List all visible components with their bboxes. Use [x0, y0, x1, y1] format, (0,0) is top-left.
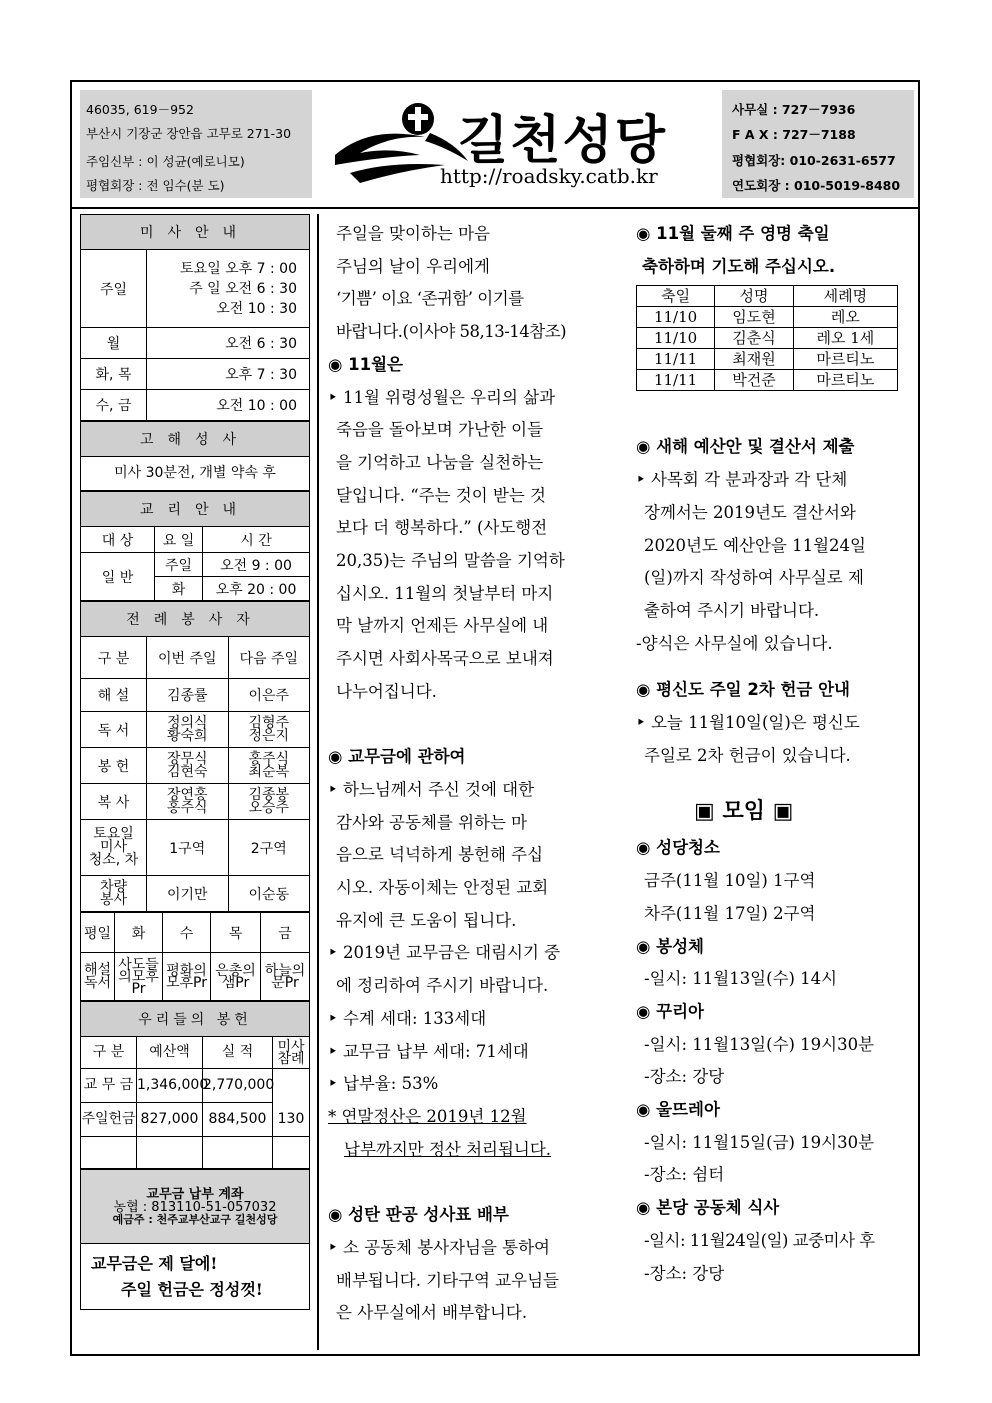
meeting-line: -일시: 11월24일(일) 교중미사 후: [644, 1230, 875, 1250]
dues-line: 유지에 큰 도움이 됩니다.: [336, 910, 517, 930]
intro-line: ‘기쁨’ 이요 ‘존귀함’ 이기를: [336, 289, 524, 309]
baptism-cell: 레오 1세: [793, 328, 897, 349]
meeting-line: -장소: 강당: [644, 1263, 725, 1283]
mass-day-sunday: 주일: [81, 250, 147, 328]
pastor: 주임신부 : 이 성균(예로니모): [86, 154, 245, 169]
liturgy-next: 2구역: [228, 820, 310, 876]
offering-header: 미사 참례: [273, 1037, 310, 1069]
left-panel: [80, 214, 310, 1344]
postal-code: 46035, 619－952: [86, 102, 194, 117]
baptism-cell: 마르티노: [793, 370, 897, 391]
liturgy-next: 홍주식 최순복: [228, 748, 310, 784]
liturgy-this: 장연홍 홍주식: [147, 784, 229, 820]
intro-line: 주일을 맞이하는 마음: [336, 224, 490, 243]
baptism-cell: 레오: [793, 307, 897, 328]
baptism-cell: 최재원: [715, 349, 794, 370]
laity-line: 주일로 2차 헌금이 있습니다.: [644, 745, 851, 765]
november-line: 주시면 사회사목국으로 보내져: [336, 649, 554, 669]
weekday-cell: 하늘의 문Pr: [261, 953, 310, 1001]
meeting-heading: ◉ 봉성체: [636, 936, 704, 956]
account-box: [80, 1169, 310, 1310]
november-line: 나누어집니다.: [336, 681, 437, 701]
dues-stat: ‣ 수계 세대: 133세대: [328, 1008, 487, 1028]
header-info-box: [80, 90, 312, 198]
liturgy-this: 이기만: [147, 876, 229, 912]
council-president: 평협회장 : 전 임수(분 도): [86, 178, 225, 193]
dues-line: 시오. 자동이체는 안정된 교회: [336, 878, 549, 898]
offering-budget: 827,000: [137, 1103, 203, 1137]
baptism-cell: 11/10: [637, 307, 715, 328]
dues-line: 에 정리하여 주시기 바랍니다.: [336, 976, 549, 996]
slogan-line: 교무금은 제 달에!: [91, 1253, 218, 1273]
dues-line: 감사와 공동체를 위하는 마: [336, 812, 528, 832]
catechism-title: 교리안내: [81, 492, 310, 527]
mass-table: [80, 214, 310, 421]
budget-line: ‣ 사목회 각 분과장과 각 단체: [636, 470, 848, 490]
middle-column: [328, 218, 613, 1330]
mass-day: 화, 목: [81, 359, 147, 390]
liturgy-title: 전례봉사자: [81, 602, 310, 637]
budget-line: 장께서는 2019년도 결산서와: [644, 502, 856, 522]
meeting-title: ▣ 모임 ▣: [694, 799, 794, 825]
offering-header: 예산액: [137, 1037, 203, 1069]
liturgy-next: 이순동: [228, 876, 310, 912]
catechism-table: [80, 491, 310, 601]
mass-day: 월: [81, 328, 147, 359]
baptism-subtitle: 축하하며 기도해 주십시오.: [642, 256, 836, 276]
baptism-cell: 11/10: [637, 328, 715, 349]
meeting-line: -장소: 강당: [644, 1067, 725, 1087]
budget-line: 출하여 주시기 바랍니다.: [644, 600, 820, 620]
card-line: ‣ 소 공동체 봉사자님을 통하여: [328, 1237, 550, 1257]
liturgy-next: 이은주: [228, 679, 310, 712]
meeting-line: -일시: 11월13일(수) 19시30분: [644, 1034, 875, 1054]
november-line: 죽음을 돌아보며 가난한 이들: [336, 420, 544, 440]
catechism-day: 주일: [155, 553, 203, 577]
baptism-cell: 마르티노: [793, 349, 897, 370]
dues-line: ‣ 2019년 교무금은 대림시기 중: [328, 943, 561, 963]
dues-line: ‣ 하느님께서 주신 것에 대한: [328, 779, 535, 799]
mass-time: 오전 6 : 30: [147, 328, 310, 359]
catechism-time: 오전 9 : 00: [203, 553, 310, 577]
liturgy-role: 해 설: [81, 679, 147, 712]
liturgy-next: 김형주 정은지: [228, 712, 310, 748]
november-line: 20,35)는 주님의 말씀을 기억하: [336, 551, 565, 571]
offering-name: 교 무 금: [81, 1069, 137, 1103]
account-number: 농협 : 813110-51-057032: [113, 1199, 277, 1215]
weekday-header: 평일: [81, 913, 115, 953]
november-line: 막 날까지 언제든 사무실에 내: [336, 616, 549, 636]
address: 부산시 기장군 장안읍 고무로 271-30: [86, 126, 292, 141]
liturgy-role: 독 서: [81, 712, 147, 748]
weekday-cell: 사도들 의모후 Pr: [115, 953, 163, 1001]
dues-stat: ‣ 납부율: 53%: [328, 1074, 439, 1094]
baptism-title: ◉ 11월 둘째 주 영명 축일: [636, 224, 830, 243]
confession-text: 미사 30분전, 개별 약속 후: [81, 457, 310, 491]
catechism-time: 오후 20 : 00: [203, 577, 310, 601]
liturgy-role: 토요일 미사 청소, 차: [81, 820, 147, 876]
november-line: ‣ 11월 위령성월은 우리의 삶과: [328, 387, 556, 407]
budget-title: ◉ 새해 예산안 및 결산서 제출: [636, 437, 855, 457]
liturgy-this: 김종률: [147, 679, 229, 712]
liturgy-next: 김종봉 오승주: [228, 784, 310, 820]
mass-time: 오전 10 : 30: [216, 300, 297, 317]
meeting-heading: ◉ 울뜨레아: [636, 1100, 720, 1120]
liturgy-role: 차량 봉사: [81, 876, 147, 912]
offering-actual: 2,770,000: [203, 1069, 273, 1103]
november-line: 보다 더 행복하다.” (사도행전: [336, 518, 548, 538]
catechism-header: 대 상: [81, 527, 155, 553]
baptism-cell: 박건준: [715, 370, 794, 391]
meeting-line: -일시: 11월13일(수) 14시: [644, 969, 838, 989]
baptism-header: 성명: [715, 286, 794, 307]
meeting-heading: ◉ 성당청소: [636, 838, 720, 858]
catechism-day: 화: [155, 577, 203, 601]
mass-time: 오전 10 : 00: [147, 390, 310, 421]
liturgy-role: 복 사: [81, 784, 147, 820]
dues-note: * 연말정산은 2019년 12월: [328, 1106, 527, 1126]
slogan-line: 주일 헌금은 정성껏!: [121, 1279, 263, 1299]
weekday-cell: 평화의 모후Pr: [163, 953, 211, 1001]
right-column: [636, 218, 911, 1290]
mass-time: 토요일 오후 7 : 00: [180, 260, 297, 277]
confession-table: [80, 421, 310, 491]
baptism-table: [636, 285, 898, 391]
meeting-line: 금주(11월 10일) 1구역: [644, 871, 816, 891]
liturgy-header: 이번 주일: [147, 637, 229, 679]
attendance: 130: [273, 1069, 310, 1137]
confession-title: 고해성사: [81, 422, 310, 457]
card-line: 은 사무실에서 배부합니다.: [336, 1303, 528, 1323]
meeting-heading: ◉ 꾸리아: [636, 1001, 704, 1021]
card-line: 배부됩니다. 기타구역 교우님들: [336, 1270, 559, 1290]
card-title: ◉ 성탄 판공 성사표 배부: [328, 1205, 509, 1225]
mass-title: 미사안내: [81, 215, 310, 250]
meeting-line: 차주(11월 17일) 2구역: [644, 903, 816, 923]
laity-title: ◉ 평신도 주일 2차 헌금 안내: [636, 680, 850, 700]
meeting-line: -일시: 11월15일(금) 19시30분: [644, 1132, 875, 1152]
budget-line: -양식은 사무실에 있습니다.: [636, 633, 833, 653]
liturgy-role: 봉 헌: [81, 748, 147, 784]
council-phone: 평협회장: 010-2631-6577: [732, 153, 896, 168]
offering-actual: 884,500: [203, 1103, 273, 1137]
baptism-cell: 11/11: [637, 349, 715, 370]
weekday-header: 수: [163, 913, 211, 953]
november-line: 을 기억하고 나눔을 실천하는: [336, 452, 544, 472]
church-name: 길천성당: [458, 111, 667, 171]
weekday-header: 목: [211, 913, 261, 953]
baptism-cell: 임도현: [715, 307, 794, 328]
weekday-table: [80, 912, 310, 1001]
dues-line: 음으로 넉넉하게 봉헌해 주십: [336, 845, 544, 865]
meeting-heading: ◉ 본당 공동체 식사: [636, 1198, 780, 1218]
liturgy-this: 1구역: [147, 820, 229, 876]
laity-line: ‣ 오늘 11월10일(일)은 평신도: [636, 713, 860, 733]
weekday-cell: 해설 독서: [81, 953, 115, 1001]
liturgy-table: [80, 601, 310, 912]
dues-stat: ‣ 교무금 납부 세대: 71세대: [328, 1041, 529, 1061]
offering-header: 구 분: [81, 1037, 137, 1069]
mass-day: 수, 금: [81, 390, 147, 421]
office-phone: 사무실 : 727－7936: [732, 102, 856, 117]
weekday-header: 금: [261, 913, 310, 953]
intro-line: 바랍니다.(이사야 58,13-14참조): [336, 322, 567, 342]
church-url[interactable]: http://roadsky.catb.kr: [440, 164, 658, 188]
november-title: ◉ 11월은: [328, 354, 403, 374]
baptism-header: 축일: [637, 286, 715, 307]
column-divider: [317, 214, 319, 1350]
weekday-cell: 은총의 샘Pr: [211, 953, 261, 1001]
offering-budget: 1,346,000: [137, 1069, 203, 1103]
catechism-header: 요 일: [155, 527, 203, 553]
funeral-phone: 연도회장 : 010-5019-8480: [732, 178, 901, 193]
intro-line: 주님의 날이 우리에게: [336, 256, 490, 276]
liturgy-header: 구 분: [81, 637, 147, 679]
weekday-header: 화: [115, 913, 163, 953]
contact-box: [722, 90, 914, 198]
meeting-line: -장소: 쉼터: [644, 1165, 725, 1185]
fax: F A X : 727－7188: [732, 127, 856, 142]
baptism-cell: 11/11: [637, 370, 715, 391]
header-divider: [70, 207, 920, 209]
offering-header: 실 적: [203, 1037, 273, 1069]
mass-time: 오후 7 : 30: [147, 359, 310, 390]
baptism-header: 세례명: [793, 286, 897, 307]
account-title: 교무금 납부 계좌: [146, 1186, 244, 1202]
liturgy-this: 정의식 황숙희: [147, 712, 229, 748]
dues-note: 납부까지만 정산 처리됩니다.: [344, 1139, 552, 1159]
liturgy-header: 다음 주일: [228, 637, 310, 679]
budget-line: (일)까지 작성하여 사무실로 제: [644, 568, 864, 588]
november-line: 달입니다. “주는 것이 받는 것: [336, 485, 546, 505]
offering-title: 우리들의 봉헌: [81, 1002, 310, 1037]
catechism-group: 일 반: [81, 553, 155, 601]
baptism-cell: 김춘식: [715, 328, 794, 349]
november-line: 십시오. 11월의 첫날부터 마지: [336, 583, 554, 603]
liturgy-this: 장무식 김현숙: [147, 748, 229, 784]
mass-time: 주 일 오전 6 : 30: [189, 280, 297, 297]
catechism-header: 시 간: [203, 527, 310, 553]
account-holder: 예금주 : 천주교부산교구 길천성당: [112, 1212, 278, 1226]
budget-line: 2020년도 예산안을 11월24일: [644, 535, 866, 555]
dues-title: ◉ 교무금에 관하여: [328, 747, 466, 767]
offering-table: [80, 1001, 310, 1169]
offering-name: 주일헌금: [81, 1103, 137, 1137]
